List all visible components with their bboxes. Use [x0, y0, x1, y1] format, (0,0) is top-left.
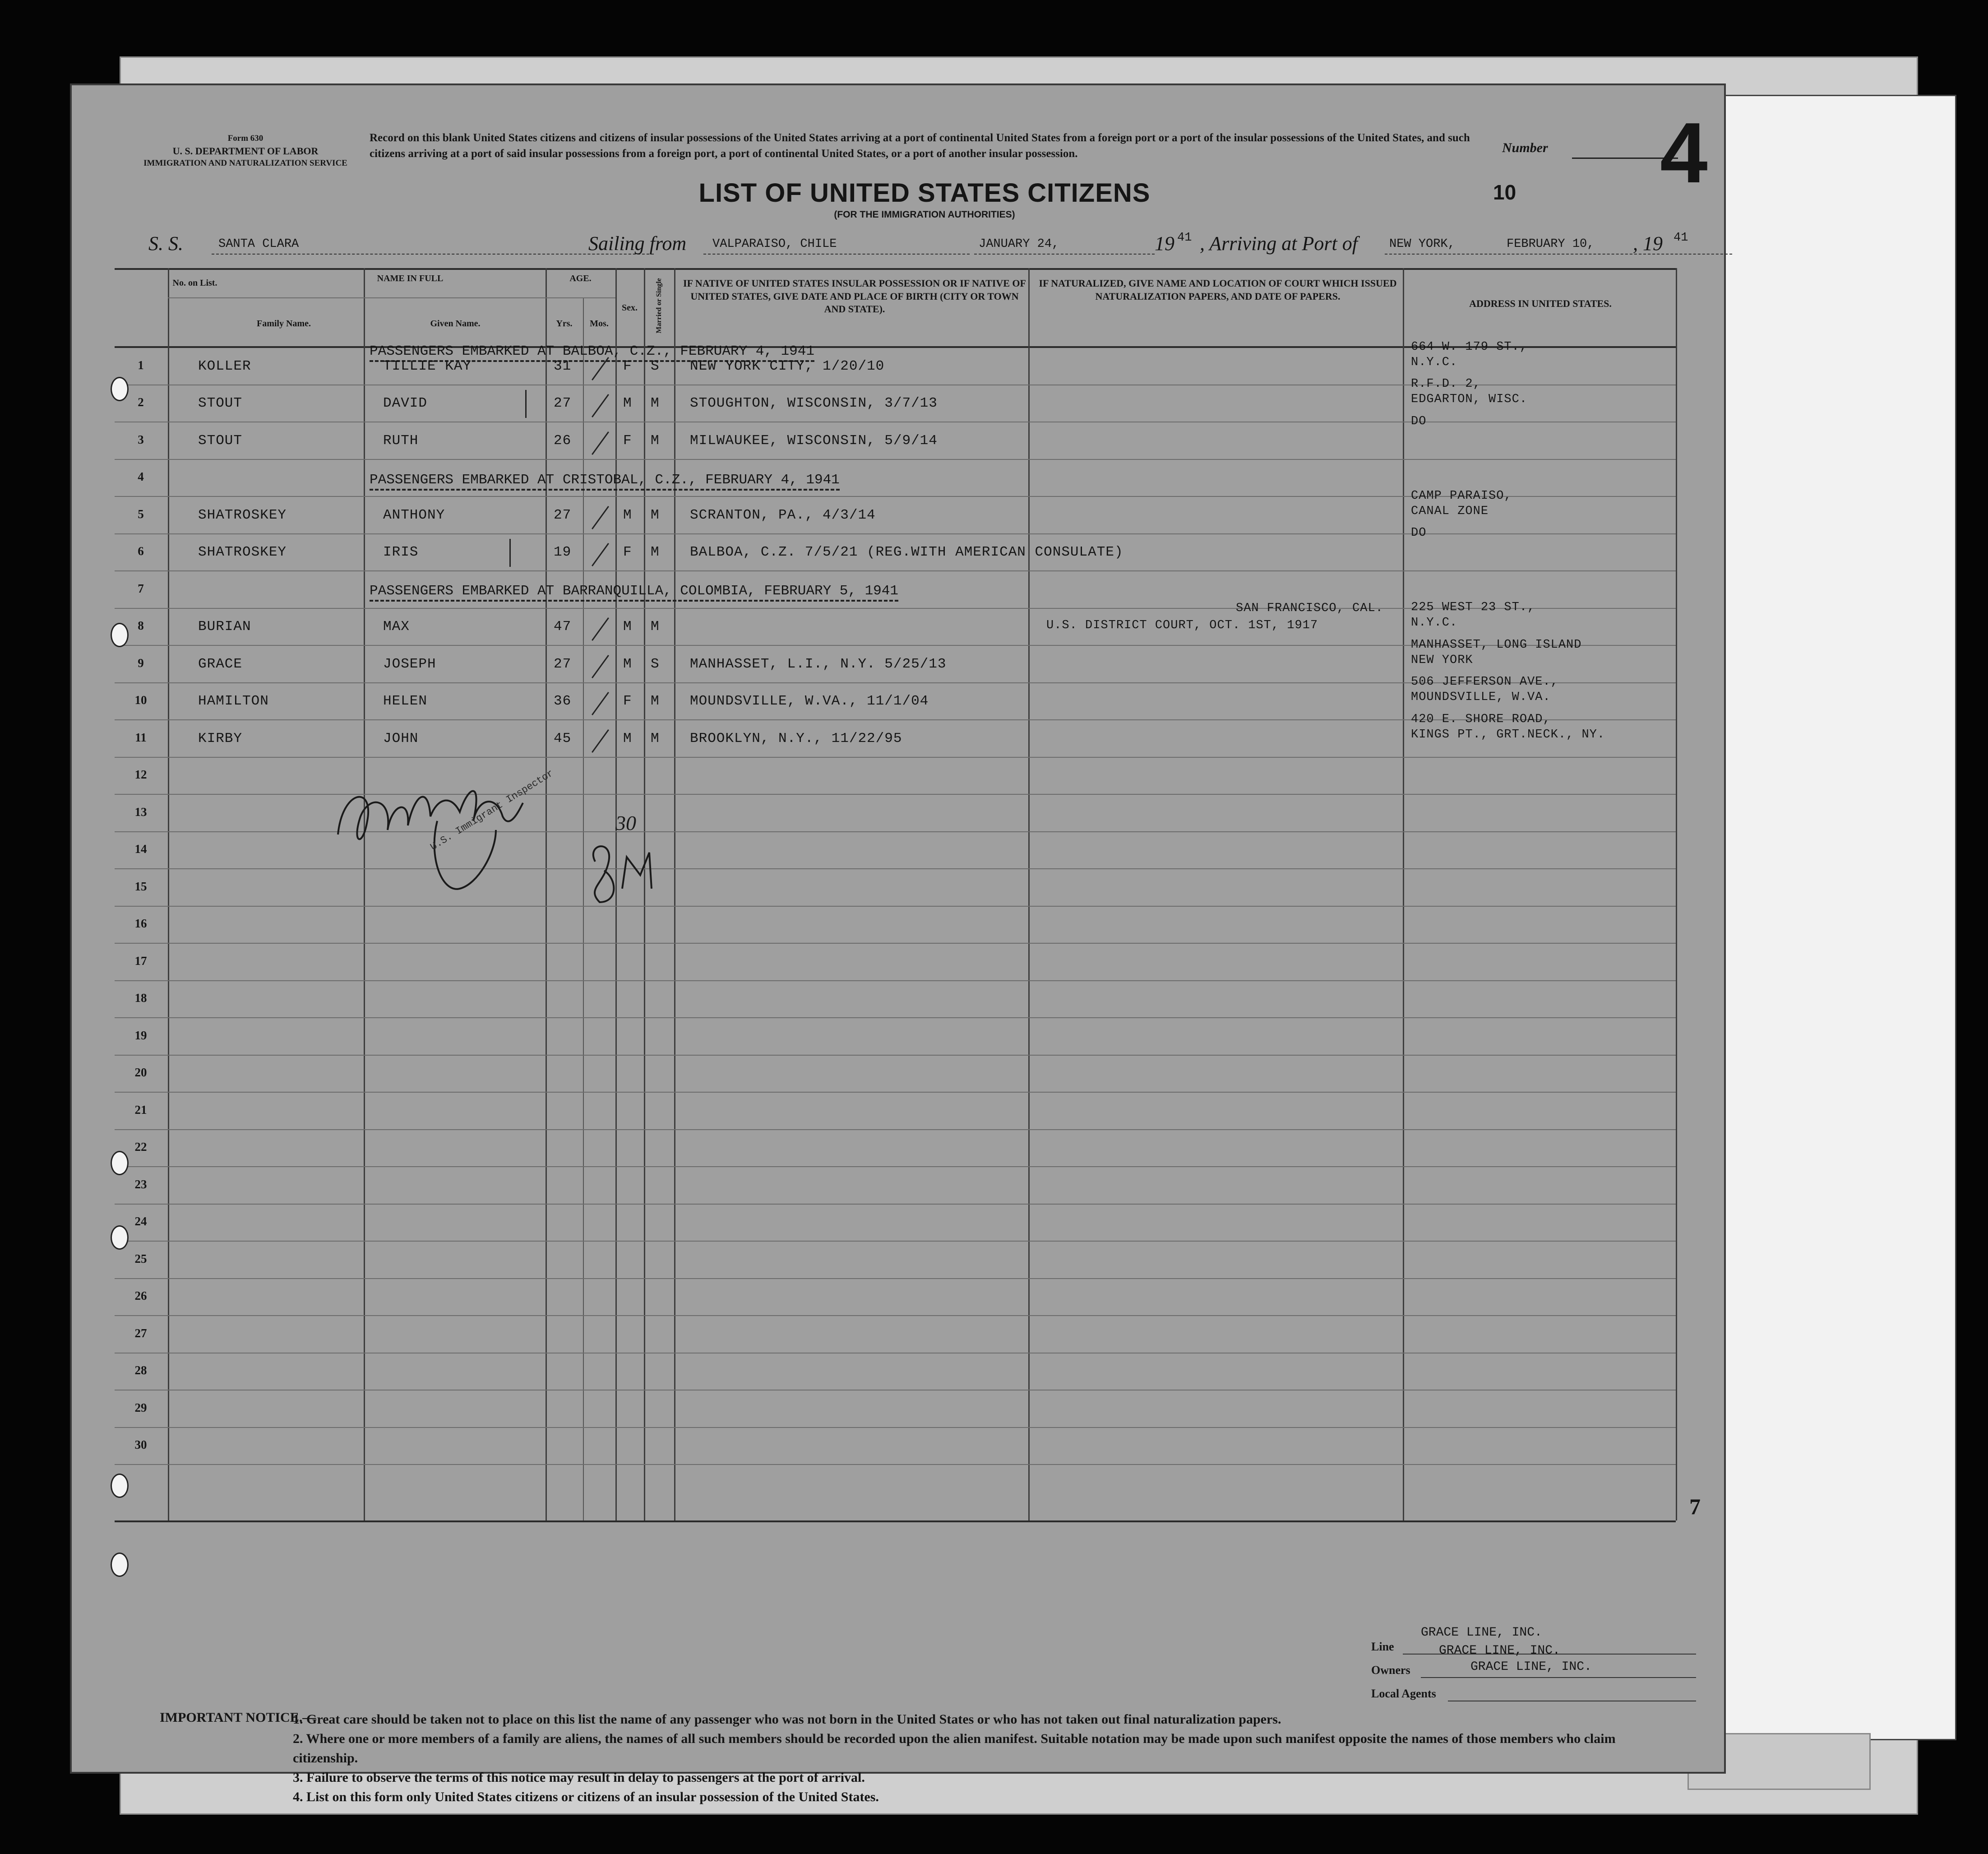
birthplace: NEW YORK CITY, 1/20/10 — [690, 358, 885, 374]
row-number: 9 — [138, 656, 144, 670]
notice-item-2: 2. Where one or more members of a family are aliens, the names of all such members should be recorded upon the alien manifest. Suitable notation may be made upon such manifest opposite the names of those members who claim citizenship. — [293, 1731, 1616, 1766]
row-number: 10 — [134, 693, 147, 707]
given-name: MAX — [383, 619, 410, 635]
row-number: 28 — [134, 1363, 147, 1377]
departure-date: JANUARY 24, — [979, 237, 1059, 251]
ship-underline — [212, 254, 654, 255]
col-yrs: Yrs. — [556, 319, 573, 329]
list-number: 4 — [1660, 105, 1708, 201]
age: 27 — [554, 395, 572, 411]
sex: M — [623, 507, 632, 523]
number-label: Number — [1502, 140, 1548, 155]
marital-status: M — [651, 693, 660, 709]
family-name: SHATROSKEY — [198, 544, 287, 560]
binder-hole — [111, 377, 129, 401]
family-name: STOUT — [198, 395, 243, 411]
family-bracket — [509, 539, 511, 567]
row-number: 26 — [134, 1289, 147, 1302]
row-number: 7 — [138, 581, 144, 595]
address-line-1: 664 W. 179 ST., — [1411, 340, 1528, 354]
birthplace: STOUGHTON, WISCONSIN, 3/7/13 — [690, 395, 938, 411]
service: IMMIGRATION AND NATURALIZATION SERVICE — [143, 158, 347, 168]
col-given-name: Given Name. — [430, 319, 481, 329]
age: 26 — [554, 432, 572, 449]
row-number: 17 — [134, 954, 147, 968]
age: 27 — [554, 656, 572, 672]
row-number: 30 — [134, 1438, 147, 1451]
arriving-label: , Arriving at Port of — [1200, 232, 1358, 255]
ss-label: S. S. — [148, 232, 183, 255]
check-mark — [592, 431, 609, 455]
address-line-2: KINGS PT., GRT.NECK., NY. — [1411, 728, 1605, 742]
age: 36 — [554, 693, 572, 709]
row-number: 4 — [138, 470, 144, 483]
sex: M — [623, 619, 632, 635]
arrival-port: NEW YORK, — [1389, 237, 1455, 251]
page-title: LIST OF UNITED STATES CITIZENS — [698, 178, 1151, 208]
sex: M — [623, 656, 632, 672]
age: 19 — [554, 544, 572, 560]
binder-hole — [111, 1553, 129, 1577]
owners-value: GRACE LINE, INC. — [1470, 1660, 1592, 1674]
col-age: AGE. — [569, 273, 592, 283]
row-rule — [115, 1166, 1676, 1167]
check-mark — [592, 506, 609, 529]
address-line-1: CAMP PARAISO, — [1411, 489, 1512, 503]
form-number: Form 630 — [227, 134, 264, 143]
check-mark — [592, 394, 609, 417]
notice-item-4: 4. List on this form only United States citizens or citizens of an insular possession of the United States. — [293, 1789, 879, 1804]
col-divider-birth — [1028, 268, 1030, 1520]
row-rule — [115, 1241, 1676, 1242]
row-number: 22 — [134, 1140, 147, 1154]
address-line-1: 506 JEFFERSON AVE., — [1411, 675, 1558, 689]
record-note: Record on this blank United States citizens and citizens of insular possessions of the United States arriving at a port of continental United States from a foreign port or a port of the insular possessions of the United States, and such citizens arriving at a port of said insular possessions from a foreign port, a port of continental United States, or a port of another insular possession. — [370, 132, 1470, 160]
ship-name: SANTA CLARA — [218, 237, 299, 251]
check-mark — [592, 617, 609, 641]
check-mark — [592, 729, 609, 753]
row-number: 19 — [134, 1028, 147, 1042]
given-name: TILLIE KAY — [383, 358, 472, 374]
given-name: IRIS — [383, 544, 419, 560]
sex: F — [623, 544, 632, 560]
notice-heading: IMPORTANT NOTICE.— — [160, 1710, 316, 1725]
table-bottom-rule — [115, 1520, 1676, 1522]
col-family-name: Family Name. — [257, 319, 311, 329]
address-line-1: DO — [1411, 414, 1427, 428]
sailing-from: VALPARAISO, CHILE — [712, 237, 837, 251]
page-subtitle: (FOR THE IMMIGRATION AUTHORITIES) — [834, 209, 1015, 220]
inspector-signature — [324, 753, 676, 916]
voyage-line — [148, 232, 1719, 259]
given-name: DAVID — [383, 395, 428, 411]
table-top-rule — [115, 268, 1676, 270]
row-number: 15 — [134, 879, 147, 893]
row-number: 12 — [134, 768, 147, 781]
address-line-2: EDGARTON, WISC. — [1411, 393, 1528, 406]
row-rule — [115, 1278, 1676, 1279]
arrival-year: 41 — [1674, 231, 1688, 245]
name-age-subrule — [168, 297, 615, 298]
row-rule — [115, 1129, 1676, 1130]
year-label-1: 19 — [1155, 232, 1174, 255]
departure-underline — [974, 254, 1155, 255]
owners-label: Owners — [1371, 1664, 1410, 1677]
col-divider-naturalized — [1403, 268, 1404, 1520]
address-line-2: NEW YORK — [1411, 653, 1473, 667]
notice-item-3: 3. Failure to observe the terms of this notice may result in delay to passengers at the port of arrival. — [293, 1770, 865, 1785]
row-rule — [115, 570, 1676, 571]
address-line-1: MANHASSET, LONG ISLAND — [1411, 638, 1582, 652]
col-address: ADDRESS IN UNITED STATES. — [1469, 298, 1612, 309]
line-label: Line — [1371, 1640, 1394, 1653]
given-name: JOSEPH — [383, 656, 436, 672]
sex: F — [623, 693, 632, 709]
agents-label: Local Agents — [1371, 1687, 1436, 1700]
row-rule — [115, 980, 1676, 981]
given-name: ANTHONY — [383, 507, 445, 523]
address-line-2: N.Y.C. — [1411, 355, 1458, 369]
year-label-2: , 19 — [1633, 232, 1663, 255]
family-name: KIRBY — [198, 730, 243, 746]
marital-status: M — [651, 544, 660, 560]
row-number: 13 — [134, 805, 147, 819]
family-bracket — [525, 390, 527, 418]
row-number: 20 — [134, 1066, 147, 1079]
col-naturalized: IF NATURALIZED, GIVE NAME AND LOCATION OF COURT WHICH ISSUED NATURALIZATION PAPERS, AND DATE OF PAPERS. — [1039, 278, 1397, 302]
address-line-1: 420 E. SHORE ROAD, — [1411, 712, 1551, 726]
row-rule — [115, 943, 1676, 944]
row-number: 3 — [138, 432, 144, 446]
back-sheet-2 — [1701, 95, 1956, 1740]
row-rule — [115, 1315, 1676, 1316]
row-number: 21 — [134, 1103, 147, 1117]
row-number: 11 — [135, 730, 147, 744]
line-value-repeat: GRACE LINE, INC. — [1439, 1644, 1560, 1658]
col-married: Married or Single — [655, 278, 663, 334]
arrival-date: FEBRUARY 10, — [1507, 237, 1595, 251]
naturalization-location: SAN FRANCISCO, CAL. — [1236, 602, 1383, 615]
row-number: 1 — [138, 358, 144, 372]
row-rule — [115, 1204, 1676, 1205]
marital-status: M — [651, 730, 660, 746]
check-mark — [592, 692, 609, 715]
binder-hole — [111, 1474, 129, 1498]
manifest-sheet — [70, 83, 1726, 1804]
sailing-underline — [703, 254, 970, 255]
col-birth: IF NATIVE OF UNITED STATES INSULAR POSSESSION OR IF NATIVE OF UNITED STATES, GIVE DATE AND PLACE OF BIRTH (CITY OR TOWN AND STATE). — [683, 278, 1026, 315]
col-name-in-full: NAME IN FULL — [377, 273, 444, 283]
marital-status: M — [651, 619, 660, 635]
family-name: SHATROSKEY — [198, 507, 287, 523]
family-name: STOUT — [198, 432, 243, 449]
marital-status: M — [651, 507, 660, 523]
row-number: 18 — [134, 991, 147, 1005]
inspector-stamp: U.S. Immigrant Inspector — [428, 767, 556, 853]
col-divider-no — [168, 268, 169, 1520]
age: 45 — [554, 730, 572, 746]
family-name: GRACE — [198, 656, 243, 672]
sex: M — [623, 395, 632, 411]
birthplace: MILWAUKEE, WISCONSIN, 5/9/14 — [690, 432, 938, 449]
sex: F — [623, 432, 632, 449]
marital-status: S — [651, 656, 660, 672]
row-rule — [115, 533, 1676, 534]
embarkation-barranquilla: PASSENGERS EMBARKED AT BARRANQUILLA, COLOMBIA, FEBRUARY 5, 1941 — [370, 583, 898, 602]
row-rule — [115, 459, 1676, 460]
row-number: 29 — [134, 1400, 147, 1414]
row-number: 25 — [134, 1251, 147, 1265]
row-rule — [115, 1464, 1676, 1465]
naturalization-court: U.S. DISTRICT COURT, OCT. 1ST, 1917 — [1046, 619, 1318, 632]
line-value: GRACE LINE, INC. — [1421, 1626, 1542, 1640]
birthplace: BROOKLYN, N.Y., 11/22/95 — [690, 730, 902, 746]
notice-item-1: 1. Great care should be taken not to place on this list the name of any passenger who was not born in the United States or who has not taken out final naturalization papers. — [293, 1712, 1281, 1727]
birthplace: MANHASSET, L.I., N.Y. 5/25/13 — [690, 656, 947, 672]
age: 27 — [554, 507, 572, 523]
row-number: 16 — [134, 917, 147, 930]
age: 31 — [554, 358, 572, 374]
family-name: BURIAN — [198, 619, 251, 635]
marital-status: S — [651, 358, 660, 374]
row-number: 2 — [138, 395, 144, 409]
row-number: 23 — [134, 1177, 147, 1191]
family-name: HAMILTON — [198, 693, 269, 709]
row-number: 5 — [138, 507, 144, 521]
col-mos: Mos. — [590, 319, 609, 329]
row-number: 14 — [134, 842, 147, 856]
margin-mark: 7 — [1689, 1494, 1701, 1519]
address-line-2: MOUNDSVILLE, W.VA. — [1411, 691, 1551, 704]
row-rule — [115, 1055, 1676, 1056]
embarkation-cristobal: PASSENGERS EMBARKED AT CRISTOBAL, C.Z., FEBRUARY 4, 1941 — [370, 472, 840, 491]
col-sex: Sex. — [622, 303, 638, 313]
birthplace: MOUNDSVILLE, W.VA., 11/1/04 — [690, 693, 929, 709]
birthplace: BALBOA, C.Z. 7/5/21 (REG.WITH AMERICAN CONSULATE) — [690, 544, 1123, 560]
row-rule — [115, 1427, 1676, 1428]
age: 47 — [554, 619, 572, 635]
address-line-2: CANAL ZONE — [1411, 504, 1489, 518]
address-line-2: N.Y.C. — [1411, 616, 1458, 630]
marital-status: M — [651, 432, 660, 449]
form-identifier — [128, 133, 363, 169]
page-count: 10 — [1493, 181, 1516, 204]
binder-hole — [111, 1151, 129, 1175]
annotation-stroke — [593, 846, 652, 902]
department: U. S. DEPARTMENT OF LABOR — [172, 145, 319, 157]
sex: F — [623, 358, 632, 374]
col-divider-address — [1676, 268, 1677, 1520]
embarkation-balboa: PASSENGERS EMBARKED AT BALBOA, C.Z., FEBRUARY 4, 1941 — [370, 343, 814, 362]
row-number: 8 — [138, 619, 144, 632]
check-mark — [592, 655, 609, 678]
col-no: No. on List. — [172, 278, 217, 288]
sex: M — [623, 730, 632, 746]
row-number: 6 — [138, 544, 144, 558]
check-mark — [592, 543, 609, 566]
inspector-annotation: 30 — [615, 811, 636, 834]
row-rule — [115, 1017, 1676, 1018]
address-line-1: DO — [1411, 526, 1427, 540]
given-name: JOHN — [383, 730, 419, 746]
marital-status: M — [651, 395, 660, 411]
row-number: 27 — [134, 1326, 147, 1340]
given-name: RUTH — [383, 432, 419, 449]
row-number: 24 — [134, 1214, 147, 1228]
binder-hole — [111, 623, 129, 647]
owners-underline — [1421, 1677, 1696, 1678]
arrival-underline — [1385, 254, 1732, 255]
sailing-label: Sailing from — [588, 232, 687, 255]
binder-hole — [111, 1225, 129, 1250]
address-line-1: R.F.D. 2, — [1411, 377, 1481, 391]
row-rule — [115, 1092, 1676, 1093]
birthplace: SCRANTON, PA., 4/3/14 — [690, 507, 876, 523]
address-line-1: 225 WEST 23 ST., — [1411, 601, 1535, 614]
family-name: KOLLER — [198, 358, 251, 374]
given-name: HELEN — [383, 693, 428, 709]
departure-year: 41 — [1177, 231, 1192, 245]
